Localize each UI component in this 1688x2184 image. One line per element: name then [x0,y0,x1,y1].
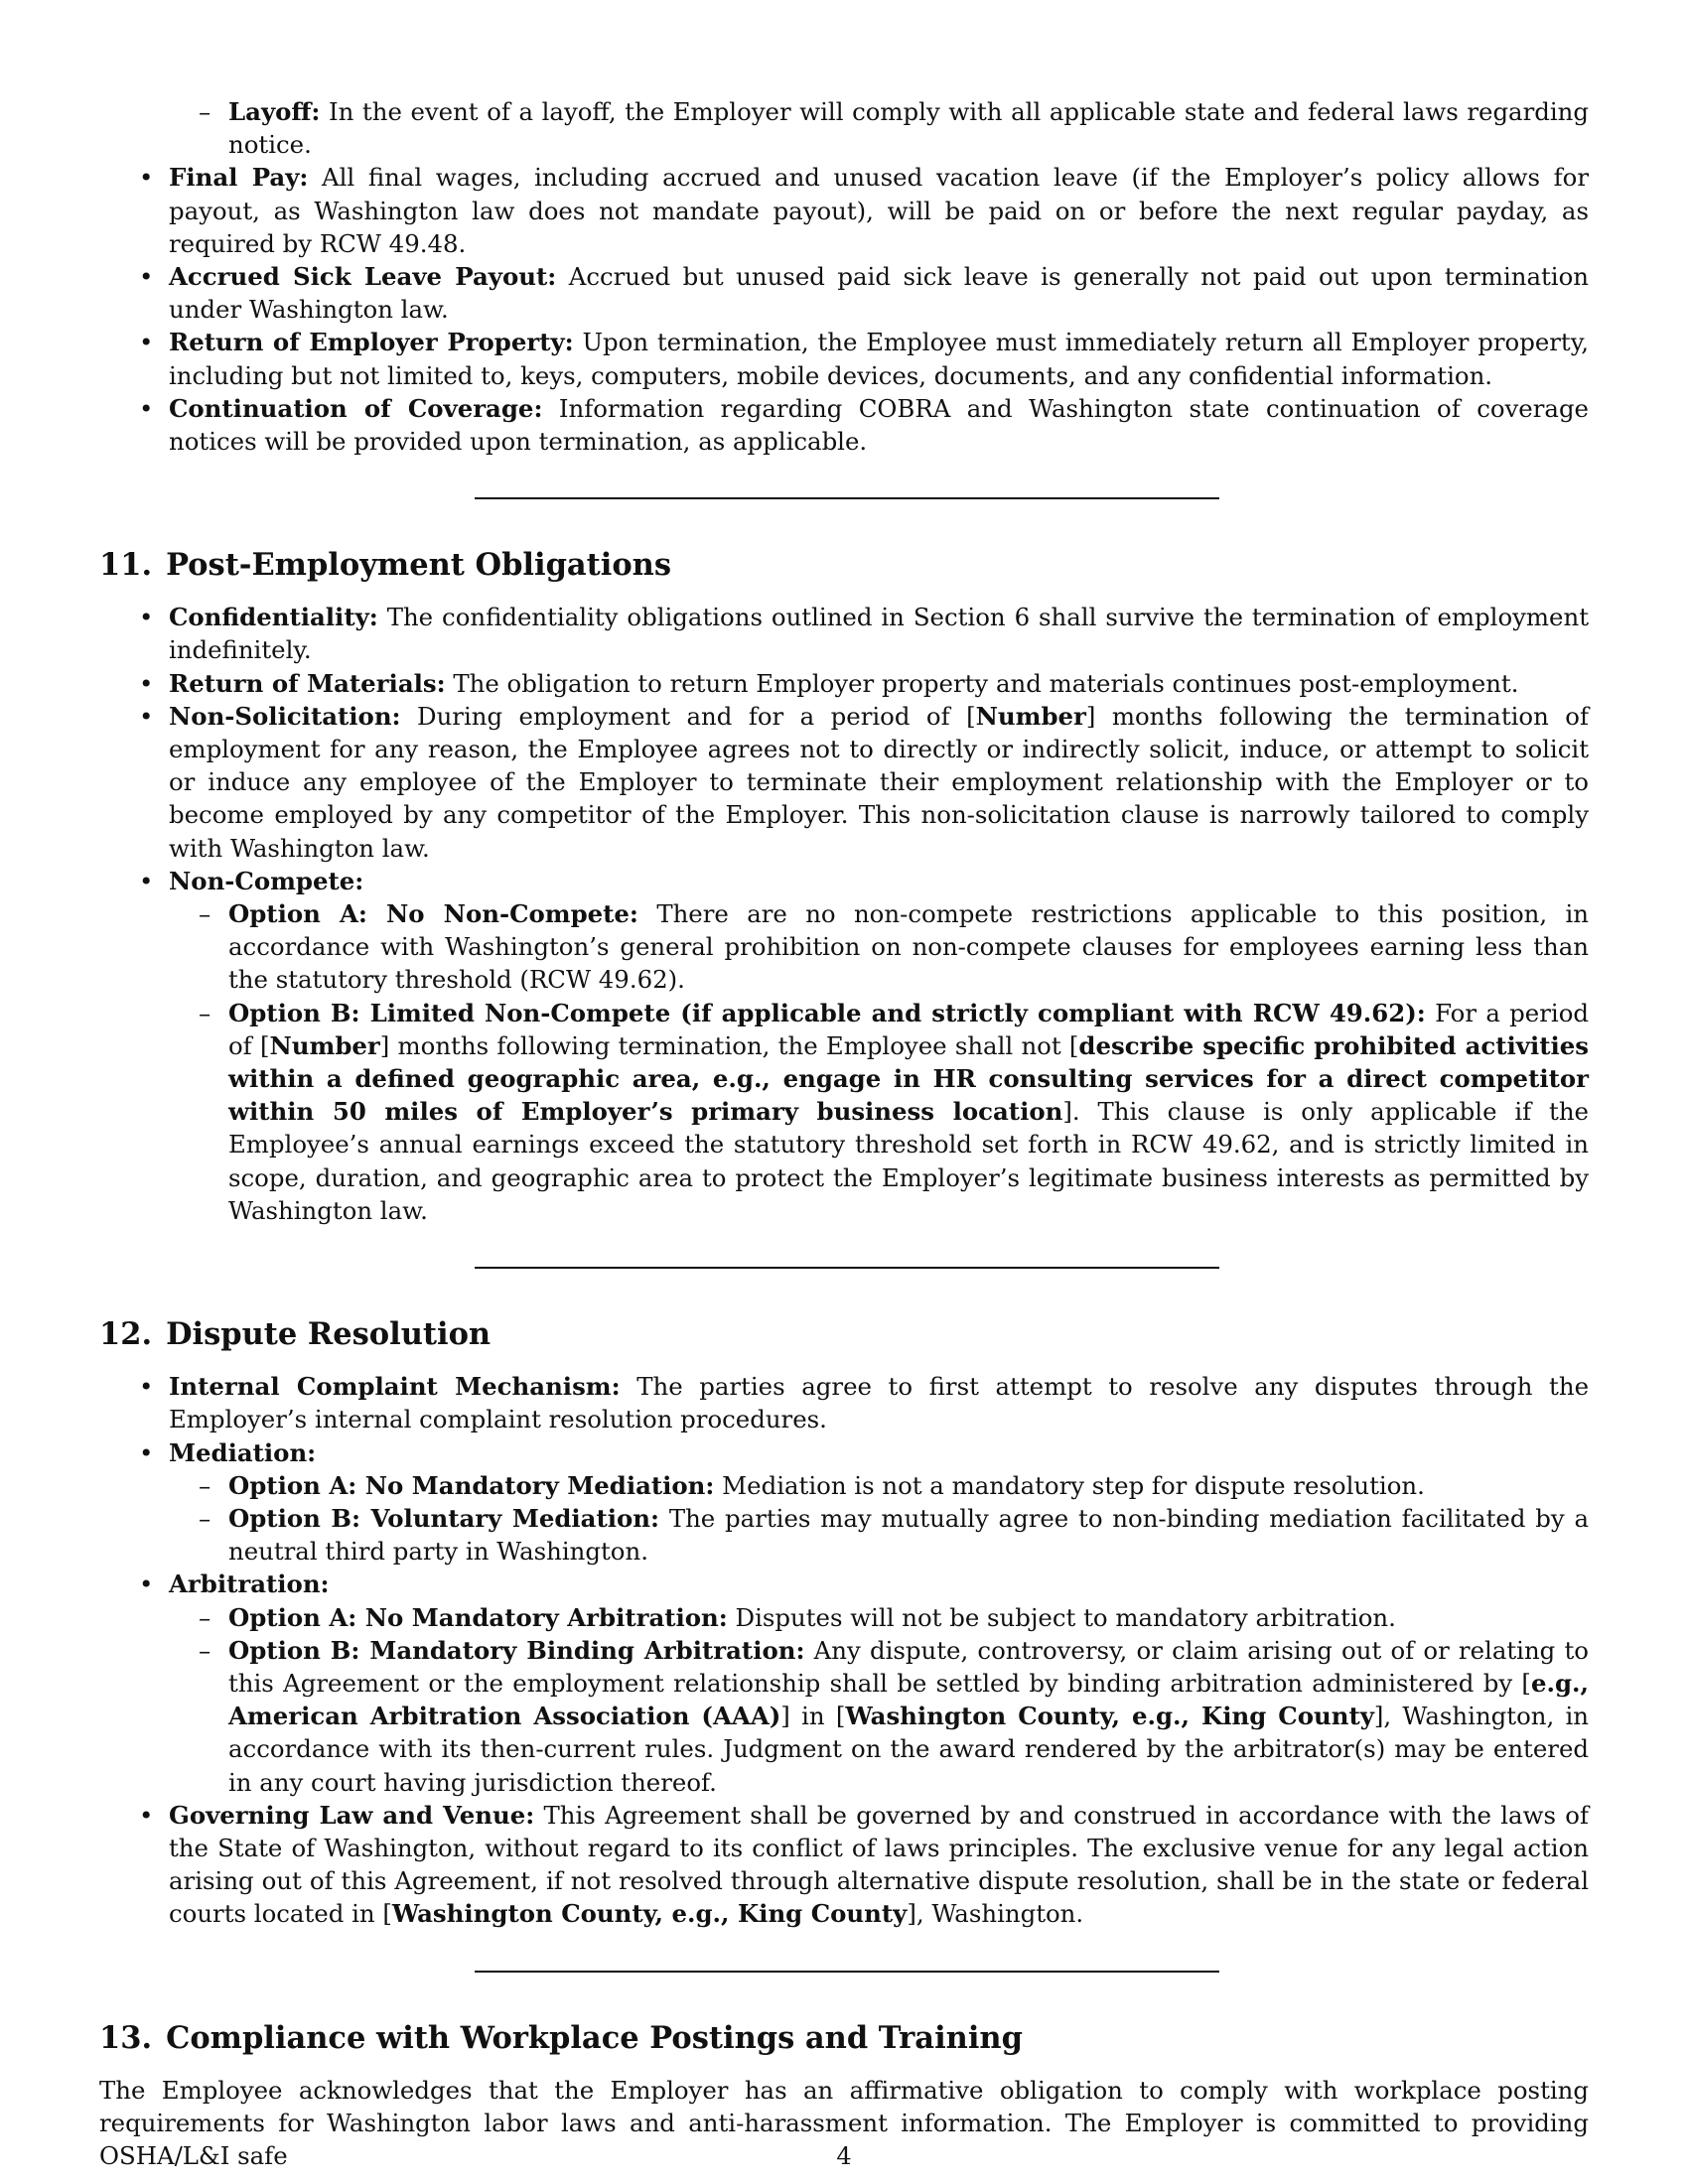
bullet-marker: • [139,163,154,193]
item-label: Governing Law and Venue: [169,1800,535,1830]
item-text: The obligation to return Employer property and materials continues post-employment. [445,668,1519,698]
item-text: During employment and for a period of [ [400,701,976,731]
item-label: Return of Materials: [169,668,446,698]
item-text: This Agreement shall be governed by and construed in accordance with the laws of the State of Washington, without regard to its conflict of laws principles. The exclusive venue for any legal action arising out of this Agreement, if not resolved through alternative dispute resolution, shall be in the state or federal courts located in [ [169,1800,1589,1929]
placeholder-arbitrator: e.g., American Arbitration Association (AAA) [228,1668,1589,1731]
item-text: In the event of a layoff, the Employer will comply with all applicable state and federal laws regarding notice. [228,97,1589,160]
bullet-marker: • [139,393,154,423]
return-materials-item [99,667,1589,700]
bullet-marker: • [139,668,154,698]
item-text: Upon termination, the Employee must immediately return all Employer property, including but not limited to, keys, computers, mobile devices, documents, and any confidential information. [169,328,1590,390]
item-text: The confidentiality obligations outlined in Section 6 shall survive the termination of employment indefinitely. [169,603,1589,665]
item-text: All final wages, including accrued and unused vacation leave (if the Employer’s policy allows for payout, as Washington law does not mandate payout), will be paid on or before the next regular payday, as required by RCW 49.48. [169,163,1589,258]
option-text: The parties may mutually agree to non-binding mediation facilitated by a neutral third party in Washington. [228,1503,1589,1567]
item-text: Information regarding COBRA and Washington state continuation of coverage notices will be provided upon termination, as applicable. [169,393,1589,457]
option-text: ] months following termination, the Employee shall not [ [379,1030,1079,1060]
bullet-marker: • [139,701,154,731]
bullet-marker: • [139,603,154,632]
return-property-item [99,326,1589,391]
option-text: There are no non-compete restrictions applicable to this position, in accordance with Washington’s general prohibition on non-compete clauses for employees earning less than the statutory threshold (RCW 49.62). [228,899,1589,995]
sick-leave-item [99,260,1589,326]
section-divider [475,1971,1219,1973]
non-compete-option-b [169,997,1589,1227]
option-text: Any dispute, controversy, or claim arising out of or relating to this Agreement or the employment relationship shall be settled by binding arbitration administered by [ [228,1635,1589,1698]
section-number: 12. [99,1316,153,1353]
option-label: Option A: No Mandatory Arbitration: [228,1602,728,1632]
item-label: Non-Solicitation: [169,701,401,731]
section-title: Dispute Resolution [166,1316,492,1353]
item-text: ] months following the termination of employment for any reason, the Employee agrees not to directly or indirectly solicit, induce, or attempt to solicit or induce any employee of the Employer to terminate their employment relationship with the Employer or to become employed by any competitor of the Employer. This non-solicitation clause is narrowly tailored to comply with Washington law. [169,701,1589,863]
dash-marker: – [199,1602,211,1632]
bullet-marker: • [139,866,154,895]
page-number: 4 [836,2142,852,2170]
section-13-paragraph: The Employee acknowledges that the Employer has an affirmative obligation to comply with workplace posting requirements for Washington labor laws and anti-harassment information. The Employer is committed to providing OSHA/L&I safe [99,2075,1589,2170]
placeholder-county: Washington County, e.g., King County [845,1702,1374,1731]
non-compete-option-a [169,897,1589,997]
section-11-list [99,601,1589,1227]
placeholder-activities: describe specific prohibited activities within a defined geographic area, e.g., engage in HR consulting services for a direct competitor within 50 miles of Employer’s primary business location [228,1030,1589,1127]
item-label: Internal Complaint Mechanism: [169,1372,621,1402]
section-13-heading [99,2018,1589,2058]
option-text: For a period of [ [228,998,1589,1060]
internal-complaint-item [99,1370,1589,1435]
section-number: 11. [99,547,153,584]
layoff-item [169,95,1589,161]
mediation-options [169,1469,1589,1569]
bullet-marker: • [139,262,154,292]
item-label: Non-Compete: [169,866,364,895]
arbitration-option-b [169,1634,1589,1799]
placeholder-number: Number [269,1030,380,1060]
item-label: Continuation of Coverage: [169,393,543,423]
item-text: Accrued but unused paid sick leave is generally not paid out upon termination under Washington law. [169,262,1589,325]
final-pay-item [99,161,1589,260]
bullet-marker: • [139,1437,154,1467]
section-11-heading [99,545,1589,585]
placeholder-county: Washington County, e.g., King County [391,1899,908,1929]
item-label: Arbitration: [169,1570,330,1599]
dash-marker: – [199,1470,211,1500]
dash-marker: – [199,998,211,1027]
dash-marker: – [199,899,211,929]
item-label: Layoff: [228,97,321,126]
layoff-list [99,95,1589,161]
dash-marker: – [199,97,211,126]
arbitration-options [169,1601,1589,1799]
section-title: Post-Employment Obligations [166,547,672,584]
mediation-option-a [169,1469,1589,1502]
dash-marker: – [199,1635,211,1665]
bullet-marker: • [139,1800,154,1830]
dash-marker: – [199,1503,211,1533]
bullet-marker: • [139,1372,154,1402]
item-text: The parties agree to first attempt to resolve any disputes through the Employer’s internal complaint resolution procedures. [169,1372,1590,1434]
arbitration-item [99,1568,1589,1798]
document-page [99,95,1589,2172]
option-label: Option A: No Mandatory Mediation: [228,1470,715,1500]
option-text: ]. This clause is only applicable if the Employee’s annual earnings exceed the statutory threshold set forth in RCW 49.62, and is strictly limited in scope, duration, and geographic area to protect the Employer’s legitimate business interests as permitted by Washington law. [228,1097,1589,1225]
section-divider [475,497,1219,499]
section-12-heading [99,1314,1589,1354]
option-label: Option B: Voluntary Mediation: [228,1503,660,1533]
option-label: Option B: Limited Non-Compete (if applicable and strictly compliant with RCW 49.62): [228,998,1426,1027]
mediation-option-b [169,1502,1589,1568]
item-label: Mediation: [169,1437,317,1467]
option-text: Mediation is not a mandatory step for dispute resolution. [714,1470,1425,1500]
item-label: Final Pay: [169,163,309,193]
option-text: Disputes will not be subject to mandatory arbitration. [727,1602,1396,1632]
section-12-list [99,1370,1589,1930]
section-number: 13. [99,2019,153,2056]
item-text: ], Washington. [907,1899,1084,1929]
option-label: Option B: Mandatory Binding Arbitration: [228,1635,805,1665]
non-compete-item [99,865,1589,1227]
non-solicitation-item [99,700,1589,865]
item-label: Return of Employer Property: [169,328,574,357]
mediation-item [99,1436,1589,1569]
bullet-marker: • [139,1570,154,1599]
termination-list [99,161,1589,458]
non-compete-options [169,897,1589,1227]
item-label: Accrued Sick Leave Payout: [169,262,557,292]
item-label: Confidentiality: [169,603,378,632]
coverage-item [99,392,1589,458]
placeholder-number: Number [975,701,1086,731]
confidentiality-item [99,601,1589,666]
section-title: Compliance with Workplace Postings and Training [166,2019,1023,2056]
option-label: Option A: No Non-Compete: [228,899,638,929]
bullet-marker: • [139,328,154,357]
option-text: ] in [ [780,1702,846,1731]
governing-law-item [99,1799,1589,1931]
arbitration-option-a [169,1601,1589,1634]
section-divider [475,1267,1219,1269]
option-text: ], Washington, in accordance with its then-current rules. Judgment on the award rendered by the arbitrator(s) may be entered in any court having jurisdiction thereof. [228,1702,1589,1797]
